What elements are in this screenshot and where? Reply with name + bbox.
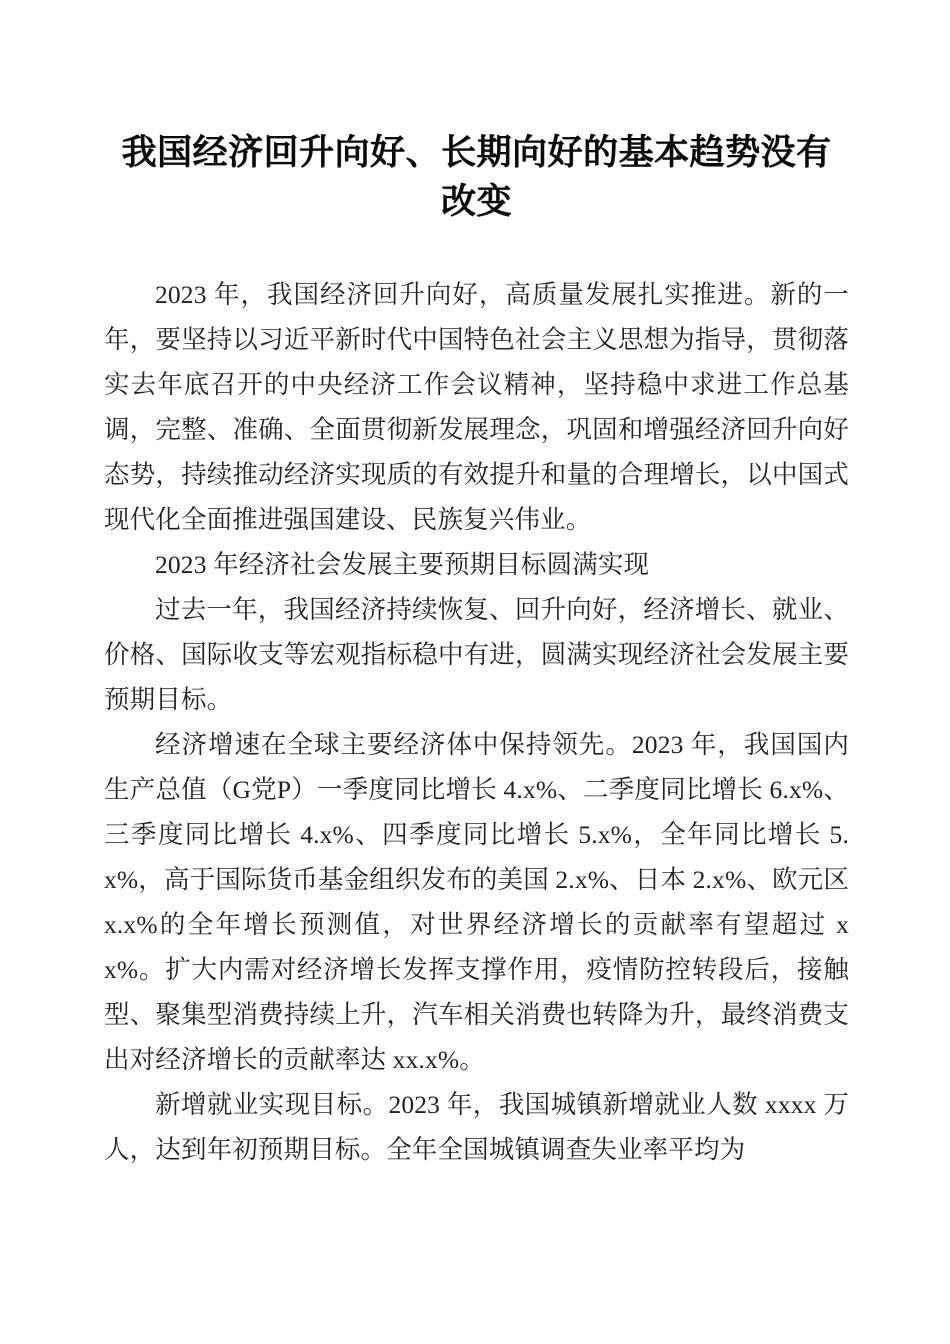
paragraph-1: 2023 年，我国经济回升向好，高质量发展扎实推进。新的一年，要坚持以习近平新时代中国特色社会主义思想为指导，贯彻落实去年底召开的中央经济工作会议精神，坚持稳中求进工作总基调，完整、准确、全面贯彻新发展理念，巩固和增强经济回升向好态势，持续推动经济实现质的有效提升和量的合理增长，以中国式现代化全面推进强国建设、民族复兴伟业。	[104, 280, 849, 534]
page-title: 我国经济回升向好、长期向好的基本趋势没有改变	[121, 132, 832, 222]
body-text-block	[104, 272, 849, 1172]
paragraph-2-section-heading: 2023 年经济社会发展主要预期目标圆满实现	[155, 550, 650, 579]
paragraph-4: 经济增速在全球主要经济体中保持领先。2023 年，我国国内生产总值（G党P）一季度同比增长 4.x%、二季度同比增长 6.x%、三季度同比增长 4.x%、四季度同比增长 5.x%，全年同比增长 5.x%，高于国际货币基金组织发布的美国 2.x%、日本 2.x%、欧元区 x.x%的全年增长预测值，对世界经济增长的贡献率有望超过 xx%。扩大内需对经济增长发挥支撑作用，疫情防控转段后，接触型、聚集型消费持续上升，汽车相关消费也转降为升，最终消费支出对经济增长的贡献率达 xx.x%。	[104, 730, 849, 1074]
paragraph-5: 新增就业实现目标。2023 年，我国城镇新增就业人数 xxxx 万人，达到年初预期目标。全年全国城镇调查失业率平均为	[104, 1090, 849, 1164]
paragraph-3: 过去一年，我国经济持续恢复、回升向好，经济增长、就业、价格、国际收支等宏观指标稳中有进，圆满实现经济社会发展主要预期目标。	[104, 595, 849, 714]
